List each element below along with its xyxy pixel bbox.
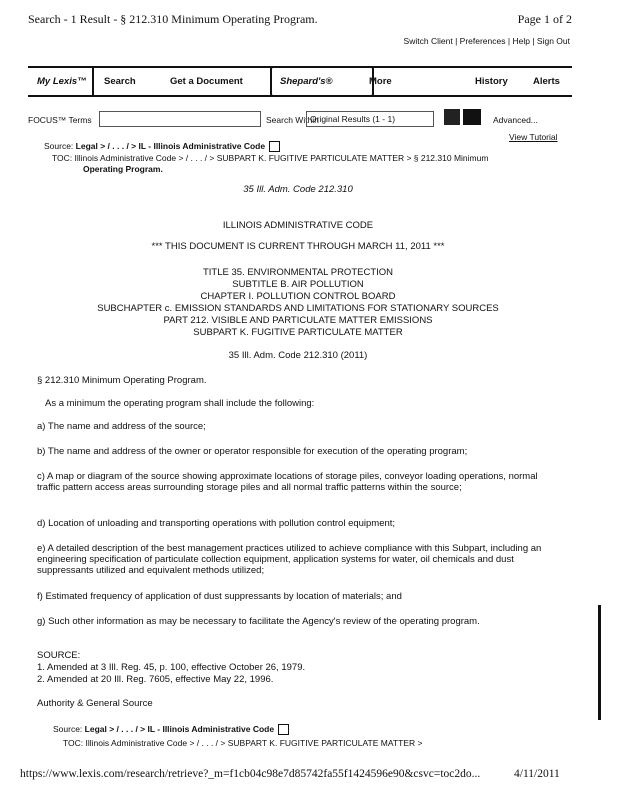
top-links (404, 36, 570, 46)
current-through: *** THIS DOCUMENT IS CURRENT THROUGH MARCH 11, 2011 *** (151, 241, 445, 252)
source-note: 2. Amended at 20 Ill. Reg. 7605, effective May 22, 1996. (37, 674, 274, 685)
hierarchy-subtitle: SUBTITLE B. AIR POLLUTION (232, 279, 364, 290)
print-header-title: Search - 1 Result - § 212.310 Minimum Operating Program. (28, 12, 318, 26)
focus-terms-input[interactable] (99, 111, 261, 127)
nav-divider (92, 66, 94, 97)
list-item: d) Location of unloading and transporting operations with pollution control equipment; (37, 518, 396, 529)
nav-more[interactable]: More (369, 76, 392, 87)
nav-history[interactable]: History (475, 76, 508, 87)
info-icon[interactable] (269, 141, 280, 152)
list-item: c) A map or diagram of the source showing approximate locations of storage piles, conveyor loading operations, normal traffic pattern access areas surrounding storage piles and all normal traffic patterns within the source; (37, 471, 538, 493)
source-label: Source: (44, 141, 74, 151)
scan-margin-rule (598, 605, 601, 720)
link-separator: | (532, 36, 535, 46)
source-breadcrumb[interactable]: Legal > / . . . / > IL - Illinois Administrative Code (75, 141, 266, 151)
source-breadcrumb[interactable]: Legal > / . . . / > IL - Illinois Administrative Code (84, 724, 275, 734)
toc-breadcrumb[interactable]: Illinois Administrative Code > / . . . / > SUBPART K. FUGITIVE PARTICULATE MATTER > § 212.310 Minimum (74, 153, 489, 163)
link-separator: | (507, 36, 511, 46)
list-item: f) Estimated frequency of application of dust suppressants by location of materials; and (37, 591, 402, 602)
link-separator: | (455, 36, 458, 46)
print-footer-date: 4/11/2011 (514, 768, 560, 780)
source-label: Source: (53, 724, 83, 734)
preferences-link[interactable]: Preferences (459, 36, 506, 46)
section-title: § 212.310 Minimum Operating Program. (37, 375, 207, 386)
help-link[interactable]: Help (512, 36, 530, 46)
citation-top: 35 Ill. Adm. Code 212.310 (243, 184, 353, 195)
source-notes-heading: SOURCE: (37, 650, 81, 661)
advanced-link[interactable]: Advanced... (493, 115, 538, 125)
go-button-icon[interactable] (444, 109, 460, 125)
toc-breadcrumb[interactable]: Illinois Administrative Code > / . . . / > SUBPART K. FUGITIVE PARTICULATE MATTER > (85, 738, 423, 748)
source-note: 1. Amended at 3 Ill. Reg. 45, p. 100, effective October 26, 1979. (37, 662, 306, 673)
nav-get-document[interactable]: Get a Document (170, 76, 243, 87)
print-footer-url: https://www.lexis.com/research/retrieve?_m=f1cb04c98e7d85742fa55f1424596e90&csvc=toc2do... (20, 768, 481, 780)
list-item: b) The name and address of the owner or operator responsible for execution of the operating program; (37, 446, 468, 457)
print-page-number: Page 1 of 2 (517, 12, 572, 26)
authority-link[interactable]: Authority & General Source (37, 698, 153, 709)
nav-my-lexis[interactable]: My Lexis™ (37, 76, 87, 87)
hierarchy-chapter: CHAPTER I. POLLUTION CONTROL BOARD (200, 291, 396, 302)
intro-text: As a minimum the operating program shall include the following: (45, 398, 315, 409)
list-item: a) The name and address of the source; (37, 421, 206, 432)
toc-line (52, 153, 488, 163)
nav-shepards[interactable]: Shepard's® (280, 76, 333, 87)
search-within-select[interactable] (306, 111, 434, 127)
hierarchy-part: PART 212. VISIBLE AND PARTICULATE MATTER EMISSIONS (163, 315, 433, 326)
hierarchy-subpart: SUBPART K. FUGITIVE PARTICULATE MATTER (193, 327, 403, 338)
toc-line-bottom (63, 738, 422, 748)
nav-search[interactable]: Search (104, 76, 136, 87)
go-button[interactable] (463, 109, 481, 125)
toc-label: TOC: (52, 153, 73, 163)
switch-client-link[interactable]: Switch Client (403, 36, 453, 46)
list-item: e) A detailed description of the best management practices utilized to achieve compliance with this Subpart, including an engineering specification of particulate collection equipment, application systems for water, oil chemicals and dust suppressants utilized and equivalent methods utilized; (37, 543, 542, 576)
list-item: g) Such other information as may be necessary to facilitate the Agency's review of the operating program. (37, 616, 480, 627)
source-line-bottom (53, 724, 289, 735)
focus-terms-label: FOCUS™ Terms (28, 115, 92, 125)
sign-out-link[interactable]: Sign Out (536, 36, 570, 46)
nav-alerts[interactable]: Alerts (533, 76, 560, 87)
toc-continued: Operating Program. (83, 164, 163, 174)
hierarchy-title: TITLE 35. ENVIRONMENTAL PROTECTION (202, 267, 394, 278)
search-within-label: Search Within (266, 115, 319, 125)
toc-label: TOC: (63, 738, 84, 748)
doc-heading: ILLINOIS ADMINISTRATIVE CODE (222, 220, 374, 231)
citation-year: 35 Ill. Adm. Code 212.310 (2011) (228, 350, 368, 361)
info-icon[interactable] (278, 724, 289, 735)
search-within-value: Original Results (1 - 1) (310, 114, 396, 124)
source-line (44, 141, 280, 152)
view-tutorial-link[interactable]: View Tutorial (509, 132, 558, 142)
hierarchy-subchapter: SUBCHAPTER c. EMISSION STANDARDS AND LIMITATIONS FOR STATIONARY SOURCES (97, 303, 499, 314)
main-nav-bar (28, 66, 572, 97)
